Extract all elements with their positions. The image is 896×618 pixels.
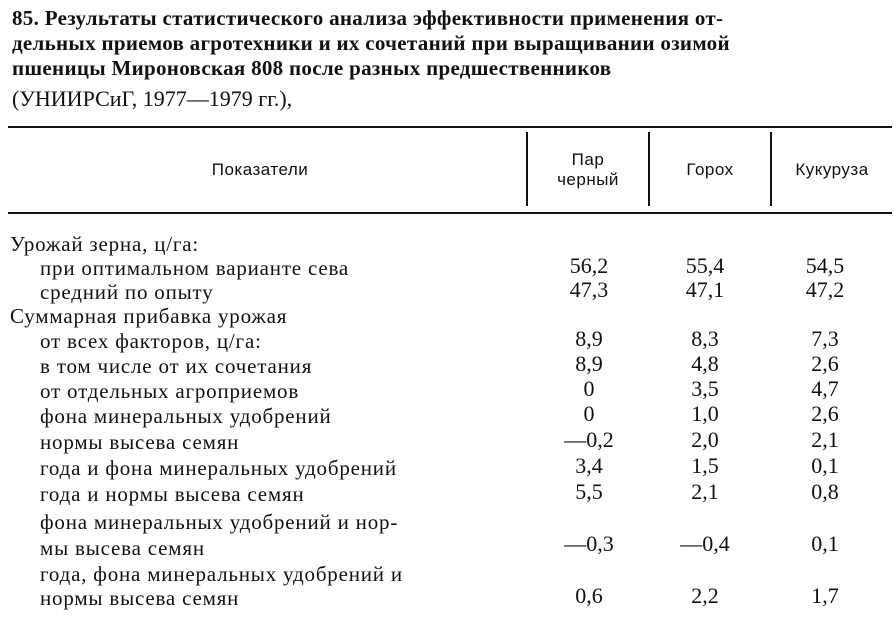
row-label: от всех факторов, ц/га:: [40, 329, 262, 353]
header-peas: Горох: [686, 160, 734, 179]
row-label: при оптимальном варианте сева: [40, 256, 350, 280]
table-cell: 55,4: [685, 253, 725, 278]
table-cell: 56,2: [569, 253, 609, 278]
table-cell: —0,3: [564, 531, 614, 556]
row-label: в том числе от их сочетания: [40, 354, 313, 378]
table-cell: 2,0: [691, 427, 719, 452]
row-label: года и фона минеральных удобрений: [40, 456, 397, 480]
table-cell: 8,9: [575, 351, 603, 376]
table-cell: 0,1: [811, 531, 839, 556]
table-cell: 47,1: [685, 277, 725, 302]
table-cell: 4,7: [811, 376, 839, 401]
row-label: Урожай зерна, ц/га:: [10, 232, 200, 256]
header-black-fallow-line-1: Пар: [571, 150, 605, 169]
table-cell: 47,2: [805, 277, 845, 302]
table-cell: 1,0: [691, 401, 719, 426]
table-cell: 0: [583, 376, 595, 401]
row-label: нормы высева семян: [40, 586, 240, 610]
caption-line-1: [12, 6, 892, 31]
table-caption: [12, 6, 892, 81]
table-cell: —0,4: [680, 531, 730, 556]
row-label: года и нормы высева семян: [40, 482, 305, 506]
table-cell: 5,5: [575, 479, 603, 504]
table-cell: —0,2: [564, 427, 614, 452]
table-cell: 0,6: [575, 583, 603, 608]
caption-line-2: дельных приемов агротехники и их сочетаний при выращивании озимой: [12, 31, 730, 55]
table-cell: 8,9: [575, 326, 603, 351]
caption-text-1: Результаты статистического анализа эффективности применения от-: [44, 6, 724, 30]
header-corn: Кукуруза: [795, 160, 869, 179]
header-black-fallow-line-2: черный: [557, 170, 619, 189]
table-cell: 2,6: [811, 351, 839, 376]
table-cell: 0,8: [811, 479, 839, 504]
header-black-fallow: [530, 150, 646, 190]
row-label: нормы высева семян: [40, 430, 240, 454]
caption-source: (УНИИРСиГ, 1977—1979 гг.),: [12, 86, 293, 111]
column-divider-3: [770, 132, 772, 206]
column-divider-2: [648, 132, 650, 206]
table-cell: 7,3: [811, 326, 839, 351]
row-label: фона минеральных удобрений: [40, 404, 332, 428]
table-cell: 0,1: [811, 453, 839, 478]
header-indicators: Показатели: [211, 160, 309, 179]
table-cell: 47,3: [569, 277, 609, 302]
table-number: 85.: [12, 6, 40, 30]
row-label: средний по опыту: [40, 280, 214, 304]
row-label: Суммарная прибавка урожая: [10, 304, 288, 328]
table-cell: 54,5: [805, 253, 845, 278]
table-cell: 2,6: [811, 401, 839, 426]
table-cell: 0: [583, 401, 595, 426]
row-label: года, фона минеральных удобрений и: [40, 562, 403, 586]
caption-line-3: пшеницы Мироновская 808 после разных предшественников: [12, 56, 612, 80]
table-cell: 4,8: [691, 351, 719, 376]
table-cell: 2,1: [691, 479, 719, 504]
table-cell: 3,5: [691, 376, 719, 401]
table-cell: 3,4: [575, 453, 603, 478]
table-cell: 1,7: [811, 583, 839, 608]
table-cell: 2,2: [691, 583, 719, 608]
table-cell: 2,1: [811, 427, 839, 452]
row-label: мы высева семян: [40, 536, 205, 560]
column-divider-1: [526, 132, 528, 206]
table-cell: 8,3: [691, 326, 719, 351]
row-label: фона минеральных удобрений и нор-: [40, 510, 399, 534]
table-top-rule: [8, 126, 892, 128]
table-cell: 1,5: [691, 453, 719, 478]
row-label: от отдельных агроприемов: [40, 379, 300, 403]
table-header-rule: [8, 212, 892, 214]
